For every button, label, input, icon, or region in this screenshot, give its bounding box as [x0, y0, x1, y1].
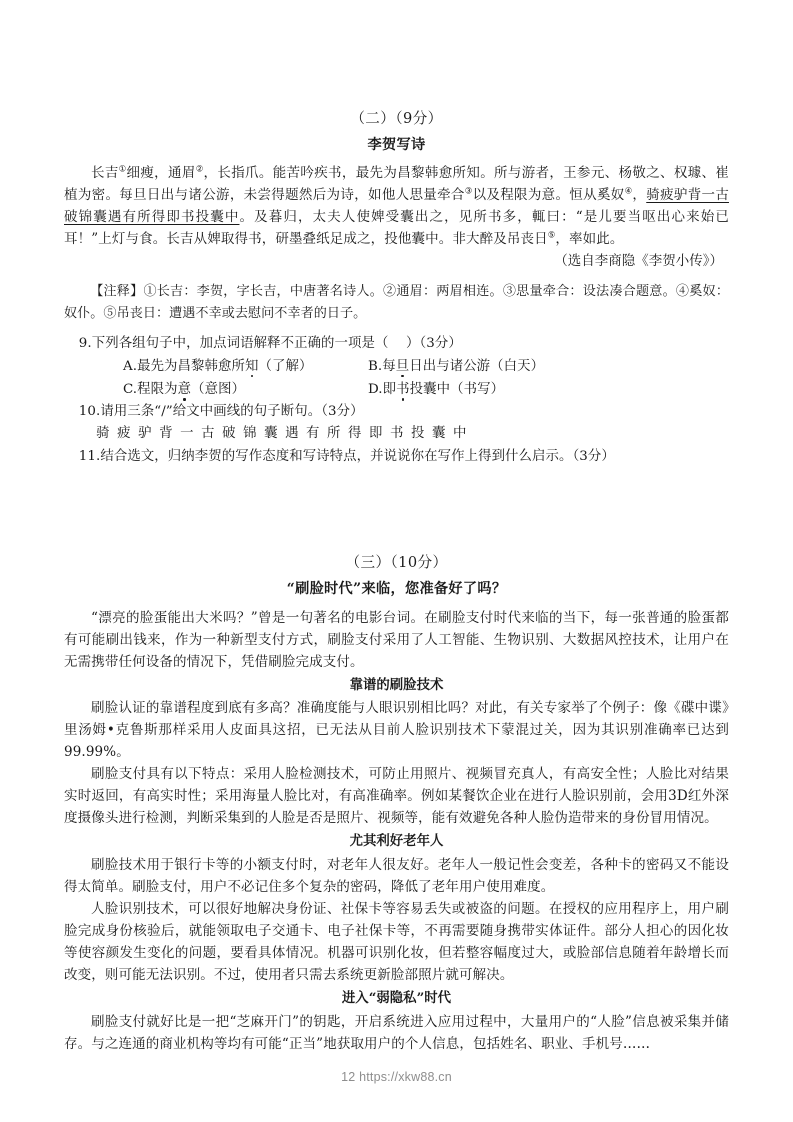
passage-source: （选自李商隐《李贺小传》） [554, 253, 723, 270]
question-9-options-row-2 [64, 378, 729, 401]
passage-part-7: ，率如此。 [555, 231, 624, 248]
question-11-number: 11. [78, 449, 101, 465]
question-10-text: 请用三条“/”给文中画线的句子断句。（3分） [100, 404, 364, 420]
question-10-stem [64, 401, 729, 423]
question-9-options-row-1 [64, 355, 729, 378]
footnote-marker-3: ③ [464, 185, 473, 196]
option-a[interactable] [93, 355, 338, 378]
section-three-heading: （三）（10分） [345, 554, 448, 572]
option-c-label: C. [122, 382, 138, 398]
passage-part-6: 。及暮归，太夫人使婢受囊出之，见所书多，輒曰：“是儿要当呕出心来始已耳！”上灯与食。长吉从婢取得书，研墨叠纸足成之，投他囊中。非大醉及吊丧日 [64, 209, 729, 248]
option-b[interactable] [338, 355, 583, 378]
question-9-stem-a: 下列各组句子中，加点词语解释不正确的一项是（ [91, 335, 389, 351]
subheading-weak-privacy: 进入“弱隐私”时代 [341, 990, 452, 1007]
footnotes-label: 【注释】 [90, 284, 144, 300]
option-a-dotted-char: 知 [245, 358, 259, 374]
section-three-paragraph-6: 刷脸支付就好比是一把“芝麻开门”的钥匙，开启系统进入应用过程中，大量用户的“人脸”信息被采集并储存。与之连通的商业机构等均有可能“正当”地获取用户的个人信息，包括姓名、职业、手机号…… [64, 1013, 729, 1052]
option-a-label: A. [122, 358, 138, 374]
page-content [64, 108, 729, 1055]
question-9-stem [64, 333, 729, 355]
section-three-paragraph-4: 刷脸技术用于银行卡等的小额支付时，对老年人很友好。老年人一般记性会变差，各种卡的密码又不能设得太简单。刷脸支付，用户不必记住多个复杂的密码，降低了老年用户使用难度。 [64, 857, 729, 896]
option-c[interactable] [93, 378, 338, 401]
question-9-stem-b: ）（3分） [405, 335, 462, 351]
subheading-reliable-tech: 靠谱的刷脸技术 [349, 676, 444, 693]
footnote-marker-4: ④ [624, 185, 633, 196]
classical-passage [64, 162, 729, 250]
passage-part-2: 细瘦，通眉 [126, 165, 196, 182]
question-11-text: 结合选文，归纳李贺的写作态度和写诗特点，并说说你在写作上得到什么启示。（3分） [100, 449, 615, 465]
option-a-text-post: （了解） [258, 358, 313, 374]
option-b-text-pre: 每 [382, 358, 396, 374]
option-b-label: B. [367, 358, 383, 374]
passage-part-3: ，长指爪。能苦吟疾书，最先为昌黎韩愈所知。所与游者，王参元、杨敬之、权璩、崔植为密。每旦日出与诸公游，未尝得题然后为诗，如他人思量牵合 [64, 165, 729, 204]
footnotes-block [64, 281, 729, 323]
section-two-heading: （二）（9分） [350, 110, 443, 127]
option-d[interactable] [338, 378, 583, 401]
option-d-text-post: 投囊中（书写） [409, 382, 505, 398]
footnote-marker-1: ① [118, 163, 127, 174]
passage-underlined-clause: 骑疲驴背一古破锦囊遇有所得即书投囊中 [64, 187, 729, 226]
option-c-text-pre: 程限为 [137, 382, 178, 398]
section-two-title: 李贺写诗 [367, 136, 426, 153]
passage-part-1: 长吉 [91, 165, 119, 182]
option-a-text-pre: 最先为昌黎韩愈所 [137, 358, 246, 374]
question-11-stem [64, 446, 729, 468]
option-b-text-post: 日出与诸公游（白天） [409, 358, 545, 374]
question-10-number: 10. [78, 404, 101, 420]
option-c-text-post: （意图） [191, 382, 246, 398]
option-b-dotted-char: 旦 [395, 358, 410, 374]
option-d-label: D. [367, 382, 383, 398]
section-three-paragraph-3: 刷脸支付具有以下特点：采用人脸检测技术，可防止用照片、视频冒充真人，有高安全性；人脸比对结果实时返回，有高实时性；采用海量人脸比对，有高准确率。例如某餐饮企业在进行人脸识别前，会用3D红外深度摄像头进行检测，判断采集到的人脸是否是照片、视频等，能有效避免各种人脸伪造带来的身份冒用情况。 [64, 766, 729, 827]
subheading-elderly-benefit: 尤其利好老年人 [349, 833, 444, 850]
section-three-paragraph-1: “漂亮的脸蛋能出大米吗？”曾是一句著名的电影台词。在刷脸支付时代来临的当下，每一张普通的脸蛋都有可能刷出钱来，作为一种新型支付方式，刷脸支付采用了人工智能、生物识别、大数据风控技术，让用户在无需携带任何设备的情况下，凭借刷脸完成支付。 [64, 609, 729, 670]
section-three-paragraph-5: 人脸识别技术，可以很好地解决身份证、社保卡等容易丢失或被盗的问题。在授权的应用程序上，用户刷脸完成身份核验后，就能领取电子交通卡、电子社保卡等，不再需要随身携带实体证件。部分人担心的因化妆等使容颜发生变化的问题，要看具体情况。机器可识别化妆，但若整容幅度过大，或脸部信息随着年龄增长而改变，则可能无法识别。不过，使用者只需去系统更新脸部照片就可解决。 [64, 901, 729, 984]
option-d-dotted-char: 书 [396, 382, 410, 398]
section-three-title: “刷脸时代”来临，您准备好了吗？ [286, 580, 507, 597]
page-footer-watermark: 12 https://xkw88.cn [341, 1070, 452, 1084]
option-d-text-pre: 即 [382, 382, 397, 398]
question-9-answer-blank[interactable] [389, 336, 406, 351]
option-c-dotted-char: 意 [177, 382, 192, 398]
question-10-sentence[interactable]: 骑疲驴背一古破锦囊遇有所得即书投囊中 [96, 426, 474, 442]
passage-part-5: ， [632, 187, 647, 204]
footnote-marker-2: ② [195, 163, 204, 174]
footnote-marker-5: ⑤ [547, 229, 556, 240]
question-9-number: 9. [78, 335, 92, 351]
section-three-paragraph-2: 刷脸认证的靠谱程度到底有多高？准确度能与人眼识别相比吗？对此，有关专家举了个例子：像《碟中谍》里汤姆•克鲁斯那样采用人皮面具这招，已无法从目前人脸识别技术下蒙混过关，因为其识别准确率已达到99.99%。 [64, 700, 729, 761]
footnotes-text: ①长吉：李贺，字长吉，中唐著名诗人。②通眉：两眉相连。③思量牵合：设法凑合题意。④奚奴：奴仆。⑤吊丧日：遭遇不幸或去慰问不幸者的日子。 [64, 284, 729, 321]
passage-part-4: 以及程限为意。恒从奚奴 [472, 187, 625, 204]
